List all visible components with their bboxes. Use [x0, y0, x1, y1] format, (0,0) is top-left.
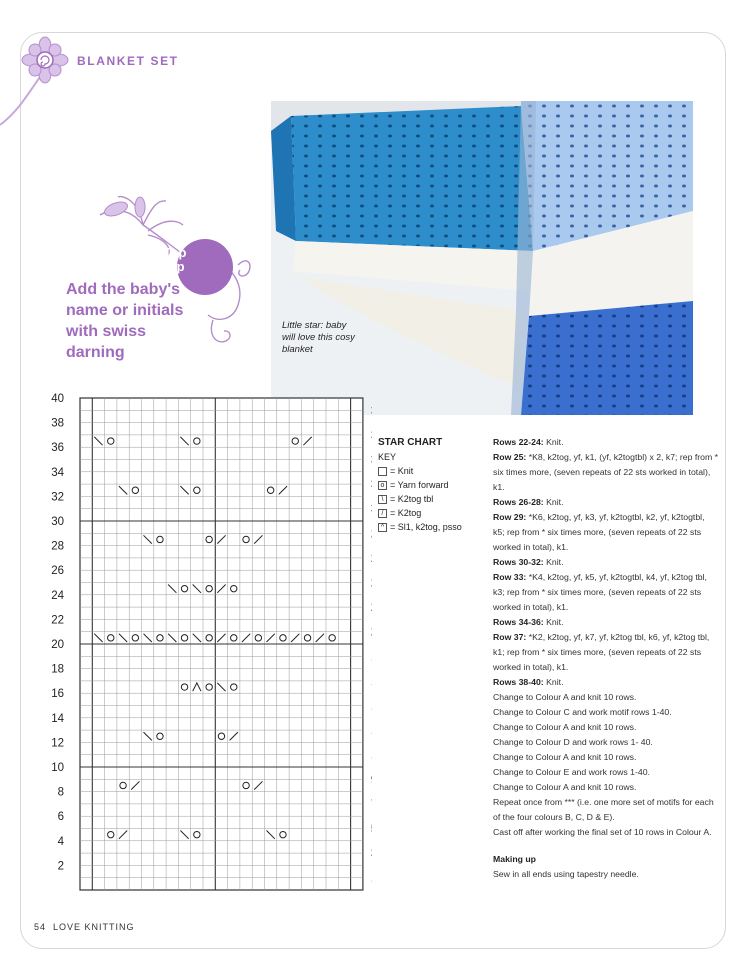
row-label-right	[371, 848, 372, 860]
section-label: BLANKET SET	[77, 54, 179, 68]
row-label-right	[371, 528, 372, 540]
key-item	[378, 478, 488, 492]
row-label-left: 20	[51, 639, 64, 651]
row-label-right	[371, 455, 372, 467]
key-label: = K2tog tbl	[390, 494, 434, 504]
blanket-photo	[271, 101, 693, 415]
row-label-left: 24	[51, 589, 64, 602]
row-label-right	[371, 750, 372, 762]
instruction-line: Rows 30-32: Knit.	[493, 557, 564, 567]
instruction-line: Cast off after working the final set of 10 rows in Colour A.	[493, 827, 712, 837]
row-label-right	[371, 774, 372, 786]
row-label-left: 40	[51, 393, 64, 405]
row-label-left: 18	[51, 663, 64, 676]
key-item	[378, 520, 488, 534]
row-label-left: 8	[57, 786, 64, 799]
page-number: 54	[34, 922, 47, 932]
row-label-left: 2	[57, 860, 64, 873]
row-label-right	[371, 873, 372, 885]
instruction-line: Row 37: *K2, k2tog, yf, k7, yf, k2tog tbl, k6, yf, k2tog tbl, k1; rep from * six times more, (seven repeats of 22 sts worked in total), k1.	[493, 632, 710, 672]
instruction-line: Change to Colour C and work motif rows 1-40.	[493, 707, 672, 717]
instruction-line: Repeat once from *** (i.e. one more set of motifs for each of the four colours B, C, D & E).	[493, 797, 714, 822]
row-label-left: 30	[51, 516, 64, 528]
instruction-line: Rows 22-24: Knit.	[493, 437, 564, 447]
row-label-left: 16	[51, 688, 64, 701]
instruction-line: Row 25: *K8, k2tog, yf, k1, (yf, k2togtbl) x 2, k7; rep from * six times more, (seven repeats of 22 sts worked in total), k1.	[493, 452, 718, 492]
key-item	[378, 506, 488, 520]
row-label-left: 38	[51, 417, 64, 430]
key-label: = Knit	[390, 466, 414, 476]
page-footer	[34, 922, 135, 932]
key-subtitle: KEY	[378, 452, 397, 462]
row-label-left: 4	[57, 835, 64, 848]
row-label-right	[371, 651, 372, 663]
top-tip-badge	[148, 246, 202, 274]
row-label-right	[371, 602, 372, 614]
row-label-right	[371, 799, 372, 811]
row-label-right	[371, 578, 372, 590]
row-label-left: 12	[51, 737, 64, 750]
instruction-line: Rows 26-28: Knit.	[493, 497, 564, 507]
row-label-right	[371, 676, 372, 688]
row-label-right	[371, 725, 372, 737]
row-label-left: 22	[51, 614, 64, 627]
key-title: STAR CHART	[378, 437, 443, 448]
pattern-instructions	[493, 435, 718, 882]
instruction-line: Rows 38-40: Knit.	[493, 677, 564, 687]
key-item	[378, 464, 488, 478]
key-symbol-icon: o	[378, 481, 387, 490]
instruction-line: Change to Colour E and work rows 1-40.	[493, 767, 650, 777]
row-label-left: 32	[51, 491, 64, 504]
row-label-right	[371, 553, 372, 565]
key-symbol-icon: /	[378, 509, 387, 518]
row-label-left: 10	[51, 762, 64, 774]
star-chart	[0, 380, 372, 900]
key-symbol-icon	[378, 467, 387, 476]
magazine-name: LOVE KNITTING	[53, 922, 135, 932]
instruction-line: Row 33: *K4, k2tog, yf, k5, yf, k2togtbl, k4, yf, k2tog tbl, k3; rep from * six times more, (seven repeats of 22 sts worked in total), k1.	[493, 572, 707, 612]
row-label-left: 34	[51, 466, 64, 479]
making-up-title: Making up	[493, 854, 536, 864]
key-label: = Sl1, k2tog, psso	[390, 522, 462, 532]
making-up-text: Sew in all ends using tapestry needle.	[493, 869, 639, 879]
row-label-right	[371, 627, 372, 639]
instruction-line: Change to Colour A and knit 10 rows.	[493, 722, 637, 732]
top-tip-badge-line1: Top	[163, 245, 187, 260]
instruction-line: Change to Colour A and knit 10 rows.	[493, 692, 637, 702]
instruction-line: Change to Colour A and knit 10 rows.	[493, 782, 637, 792]
row-label-right	[371, 824, 372, 836]
key-item	[378, 492, 488, 506]
row-label-right	[371, 405, 372, 417]
instruction-line: Rows 34-36: Knit.	[493, 617, 564, 627]
key-label: = K2tog	[390, 508, 422, 518]
row-label-left: 14	[51, 712, 64, 725]
key-symbol-icon: \	[378, 495, 387, 504]
top-tip-badge-line2: Tip	[165, 259, 185, 274]
row-label-right	[371, 430, 372, 442]
instruction-line: Change to Colour D and work rows 1- 40.	[493, 737, 653, 747]
row-label-left: 36	[51, 442, 64, 455]
key-label: = Yarn forward	[390, 480, 449, 490]
chart-key	[378, 436, 488, 534]
instruction-line: Change to Colour A and knit 10 rows.	[493, 752, 637, 762]
row-label-left: 26	[51, 565, 64, 578]
row-label-left: 28	[51, 540, 64, 553]
instruction-line: Row 29: *K6, k2tog, yf, k3, yf, k2togtbl, k2, yf, k2togtbl, k5; rep from * six times more, (seven repeats of 22 sts worked in total), k1.	[493, 512, 705, 552]
top-tip-text: Add the baby's name or initials with swiss darning	[66, 281, 184, 361]
row-label-right	[371, 701, 372, 713]
row-label-right	[371, 479, 372, 491]
photo-caption: Little star: baby will love this cosy blanket	[282, 320, 355, 355]
row-label-left: 6	[57, 811, 64, 824]
row-label-right	[371, 504, 372, 516]
flower-logo-icon	[0, 30, 100, 140]
key-symbol-icon: ^	[378, 523, 387, 532]
